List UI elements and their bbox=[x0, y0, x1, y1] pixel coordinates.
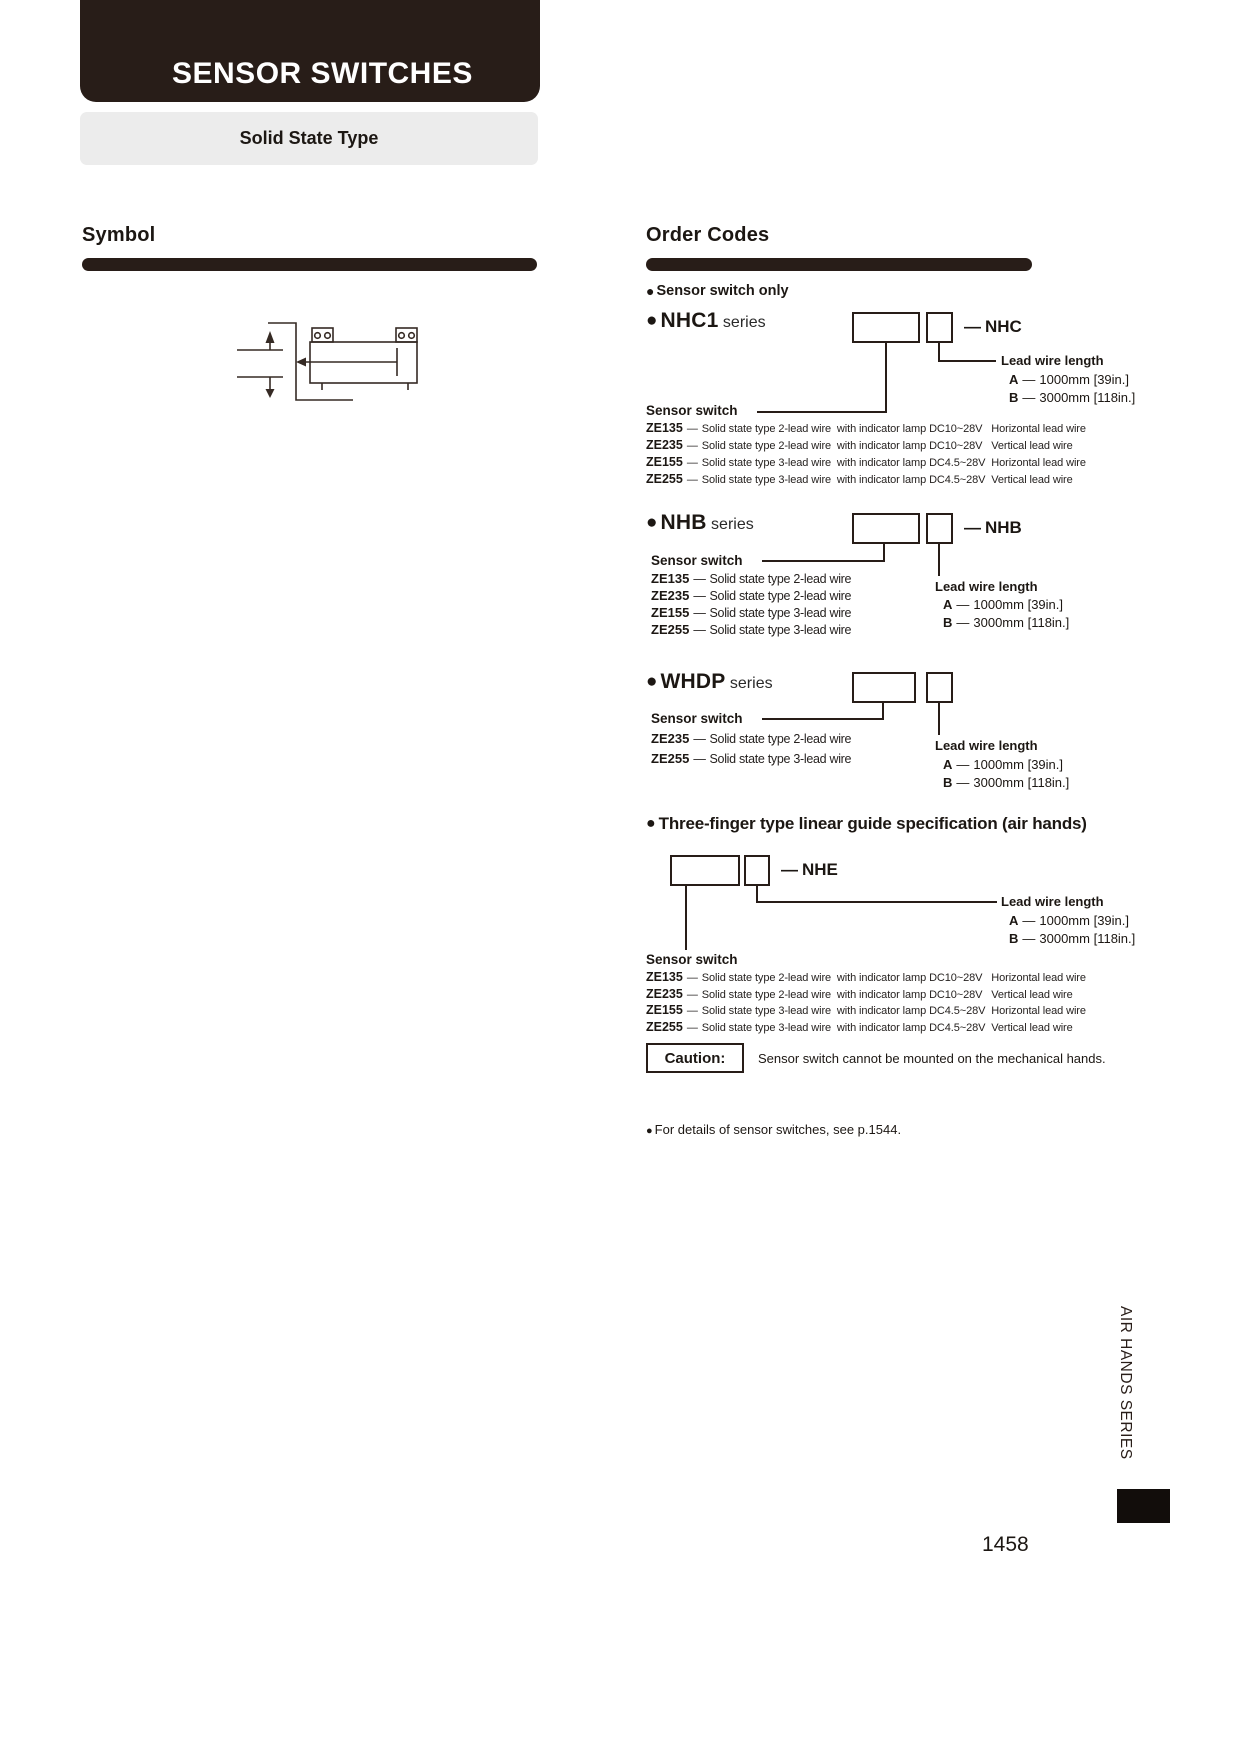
connector-line bbox=[762, 718, 883, 720]
connector-line bbox=[762, 560, 885, 562]
connector-line bbox=[885, 343, 887, 413]
sensor-switch-option: ZE255 — Solid state type 3-lead wire bbox=[651, 622, 852, 637]
nhb-lead-b: B — 3000mm [118in.] bbox=[943, 615, 1070, 630]
nhe-lead-box bbox=[744, 855, 770, 886]
connector-line bbox=[938, 703, 940, 735]
symbol-divider-bar bbox=[82, 258, 537, 271]
sensor-switch-option: ZE235 — Solid state type 2-lead wire with indicator lamp DC10~28V Vertical lead wire bbox=[646, 438, 1073, 452]
nhe-sensor-switch-label: Sensor switch bbox=[646, 952, 738, 967]
side-tab-index-marker bbox=[1117, 1489, 1170, 1523]
nhb-suffix: — NHB bbox=[964, 518, 1022, 537]
sensor-switch-option: ZE135 — Solid state type 2-lead wire with indicator lamp DC10~28V Horizontal lead wire bbox=[646, 970, 1086, 984]
nhe-lead-wire-label: Lead wire length bbox=[1001, 894, 1104, 909]
side-tab-series-label: AIR HANDS SERIES bbox=[1117, 1306, 1134, 1460]
whdp-lead-b: B — 3000mm [118in.] bbox=[943, 775, 1070, 790]
nhe-lead-b: B — 3000mm [118in.] bbox=[1009, 931, 1136, 946]
nhc1-sensor-switch-label: Sensor switch bbox=[646, 403, 738, 418]
bullet-icon: ● bbox=[646, 671, 658, 692]
sensor-switch-only-line: ● Sensor switch only bbox=[646, 283, 789, 299]
page-subtitle: Solid State Type bbox=[239, 128, 379, 148]
order-codes-divider-bar bbox=[646, 258, 1032, 271]
nhb-series-heading: ● NHB series bbox=[646, 511, 754, 534]
nhc1-lead-box bbox=[926, 312, 953, 343]
connector-line bbox=[938, 544, 940, 576]
pneumatic-gripper-symbol bbox=[225, 315, 435, 410]
sensor-switch-option: ZE255 — Solid state type 3-lead wire with indicator lamp DC4.5~28V Vertical lead wire bbox=[646, 1020, 1073, 1034]
connector-line bbox=[756, 901, 997, 903]
whdp-sensor-switch-label: Sensor switch bbox=[651, 711, 743, 726]
connector-line bbox=[757, 411, 887, 413]
sensor-switch-option: ZE155 — Solid state type 3-lead wire bbox=[651, 605, 852, 620]
whdp-model-box bbox=[852, 672, 916, 703]
sensor-switch-option: ZE155 — Solid state type 3-lead wire with indicator lamp DC4.5~28V Horizontal lead wire bbox=[646, 1003, 1086, 1017]
sensor-switch-option: ZE135 — Solid state type 2-lead wire with indicator lamp DC10~28V Horizontal lead wire bbox=[646, 421, 1086, 435]
nhe-heading: ● Three-finger type linear guide specification (air hands) bbox=[646, 814, 1087, 833]
nhe-model-box bbox=[670, 855, 740, 886]
symbol-heading: Symbol bbox=[82, 224, 156, 246]
sensor-switch-option: ZE255 — Solid state type 3-lead wire with indicator lamp DC4.5~28V Vertical lead wire bbox=[646, 472, 1073, 486]
connector-line bbox=[882, 703, 884, 720]
sensor-switch-option: ZE135 — Solid state type 2-lead wire bbox=[651, 571, 852, 586]
whdp-lead-box bbox=[926, 672, 953, 703]
bullet-icon: ● bbox=[646, 512, 658, 533]
nhc1-model-box bbox=[852, 312, 920, 343]
bullet-icon: ● bbox=[646, 815, 656, 832]
sensor-switch-option: ZE235 — Solid state type 2-lead wire bbox=[651, 731, 852, 746]
nhb-lead-wire-label: Lead wire length bbox=[935, 579, 1038, 594]
nhc1-lead-a: A — 1000mm [39in.] bbox=[1009, 372, 1129, 387]
caution-text: Sensor switch cannot be mounted on the mechanical hands. bbox=[758, 1051, 1106, 1066]
nhb-model-box bbox=[852, 513, 920, 544]
connector-line bbox=[685, 886, 687, 950]
page-number: 1458 bbox=[982, 1533, 1029, 1556]
nhe-lead-a: A — 1000mm [39in.] bbox=[1009, 913, 1129, 928]
nhc1-suffix: — NHC bbox=[964, 317, 1022, 336]
caution-label-box bbox=[646, 1043, 744, 1073]
nhb-lead-a: A — 1000mm [39in.] bbox=[943, 597, 1063, 612]
whdp-lead-a: A — 1000mm [39in.] bbox=[943, 757, 1063, 772]
whdp-lead-wire-label: Lead wire length bbox=[935, 738, 1038, 753]
sensor-switch-option: ZE155 — Solid state type 3-lead wire with indicator lamp DC4.5~28V Horizontal lead wire bbox=[646, 455, 1086, 469]
sensor-switch-option: ZE235 — Solid state type 2-lead wire bbox=[651, 588, 852, 603]
bullet-icon: ● bbox=[646, 310, 658, 331]
page-title: SENSOR SWITCHES bbox=[172, 57, 473, 90]
nhc1-series-heading: ● NHC1 series bbox=[646, 309, 766, 332]
sensor-switch-option: ZE255 — Solid state type 3-lead wire bbox=[651, 751, 852, 766]
order-codes-heading: Order Codes bbox=[646, 224, 770, 246]
whdp-series-heading: ● WHDP series bbox=[646, 670, 773, 693]
nhb-lead-box bbox=[926, 513, 953, 544]
nhc1-lead-wire-label: Lead wire length bbox=[1001, 353, 1104, 368]
nhb-sensor-switch-label: Sensor switch bbox=[651, 553, 743, 568]
connector-line bbox=[883, 544, 885, 562]
bullet-icon: ● bbox=[646, 1124, 653, 1137]
bullet-icon: ● bbox=[646, 283, 655, 299]
sensor-switch-option: ZE235 — Solid state type 2-lead wire with indicator lamp DC10~28V Vertical lead wire bbox=[646, 987, 1073, 1001]
footnote: ● For details of sensor switches, see p.1544. bbox=[646, 1122, 902, 1137]
nhe-suffix: — NHE bbox=[781, 860, 838, 879]
nhc1-lead-b: B — 3000mm [118in.] bbox=[1009, 390, 1136, 405]
connector-line bbox=[938, 360, 996, 362]
page-subtitle-box bbox=[80, 112, 538, 165]
caution-label: Caution: bbox=[664, 1050, 726, 1067]
